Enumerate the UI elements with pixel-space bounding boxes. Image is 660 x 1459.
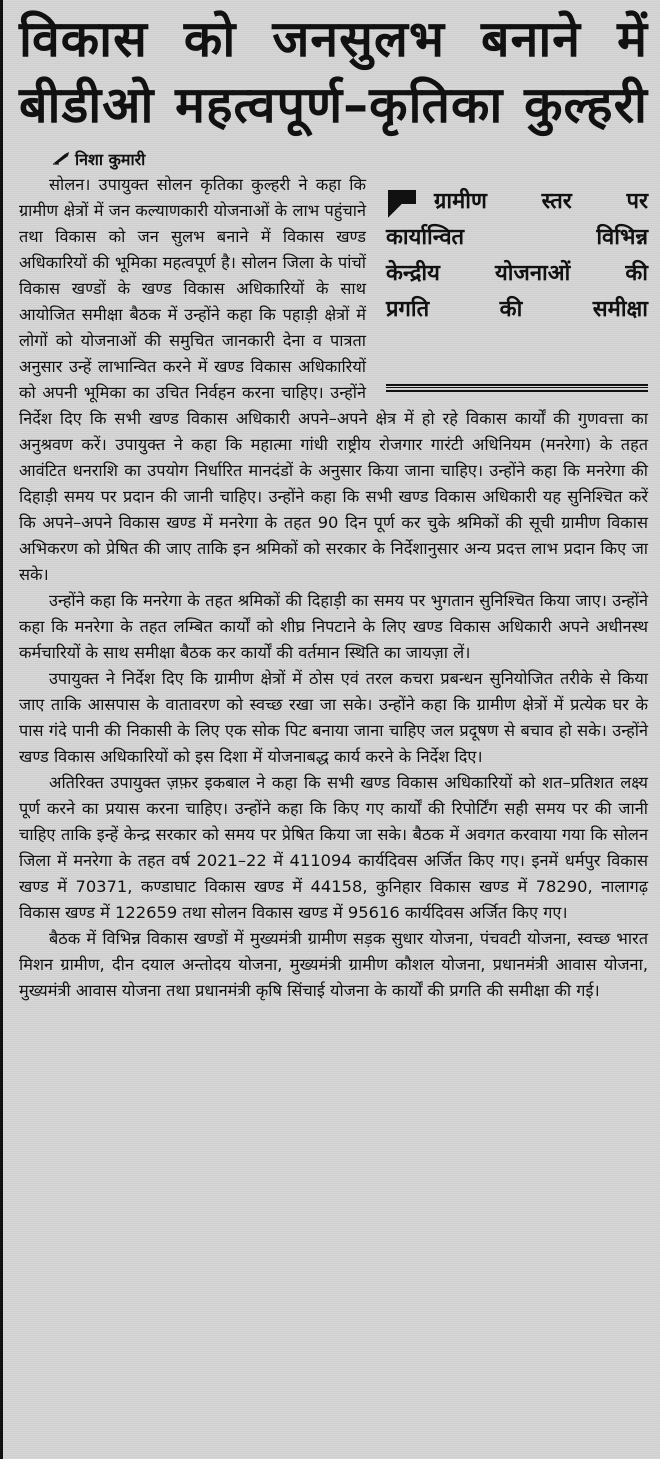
byline	[19, 148, 648, 172]
subheadline	[386, 180, 648, 328]
paragraph-3: उपायुक्त ने निर्देश दिए कि ग्रामीण क्षेत्रों में ठोस एवं तरल कचरा प्रबन्धन सुनियोजित तरीके से किया जाए ताकि आसपास के वातावरण को स्वच्छ रखा जा सके। उन्होंने कहा कि ग्रामीण क्षेत्रों में प्रत्येक घर के पास गंदे पानी की निकासी के लिए एक सोक पिट बनाया जाना चाहिए जल प्रदूषण से बचाव हो सके। उन्होंने खण्ड विकास अधिकारियों को इस दिशा में योजनाबद्ध कार्य करने के निर्देश दिए।	[19, 669, 648, 766]
headline-line-2: बीडीओ महत्वपूर्ण–कृतिका कुल्हरी	[19, 76, 648, 134]
author-name: निशा कुमारी	[75, 150, 146, 169]
subheadline-line-4: प्रगति की समीक्षा	[386, 297, 648, 322]
subheadline-line-3: केन्द्रीय योजनाओं की	[386, 261, 648, 286]
paragraph-4: अतिरिक्त उपायुक्त ज़फ़र इकबाल ने कहा कि सभी खण्ड विकास अधिकारियों को शत–प्रतिशत लक्ष्य पूर्ण करने का प्रयास करना चाहिए। उन्होंने कहा कि किए गए कार्यों की रिपोर्टिंग सही समय पर की जानी चाहिए ताकि इन्हें केन्द्र सरकार को समय पर प्रेषित किया जा सके। बैठक में अवगत करवाया गया कि सोलन जिला में मनरेगा के तहत वर्ष 2021–22 में 411094 कार्यदिवस अर्जित किए गए। इनमें धर्मपुर विकास खण्ड में 70371, कण्डाघाट विकास खण्ड में 44158, कुनिहार विकास खण्ड में 78290, नालागढ़ विकास खण्ड में 122659 तथा सोलन विकास खण्ड में 95616 कार्यदिवस अर्जित किए गए।	[19, 773, 648, 922]
subheadline-line-2: कार्यान्वित विभिन्न	[386, 225, 648, 250]
paragraph-2: उन्होंने कहा कि मनरेगा के तहत श्रमिकों की दिहाड़ी का समय पर भुगतान सुनिश्चित किया जाए। उन्होंने कहा कि मनरेगा के तहत लम्बित कार्यों को शीघ्र निपटाने के लिए खण्ड विकास अधिकारी अपने अधीनस्थ कर्मचारियों के साथ समीक्षा बैठक कर कार्यों की वर्तमान स्थिति का जायज़ा लें।	[19, 591, 648, 662]
headline	[19, 0, 648, 138]
headline-line-1: विकास को जनसुलभ बनाने में	[19, 10, 648, 68]
subheadline-rule	[386, 384, 648, 392]
bullet-square-icon	[388, 190, 416, 218]
paragraph-1: सोलन। उपायुक्त सोलन कृतिका कुल्हरी ने कहा कि ग्रामीण क्षेत्रों में जन कल्याणकारी योजनाओं के लाभ पहुंचाने तथा विकास को जन सुलभ बनाने में विकास खण्ड अधिकारियों की भूमिका महत्वपूर्ण है। सोलन जिला के पांचों विकास खण्डों के खण्ड विकास अधिकारियों के साथ आयोजित समीक्षा बैठक में उन्होंने कहा कि पहाड़ी क्षेत्रों में लोगों को योजनाओं की समुचित जानकारी देना व पात्रता अनुसार उन्हें लाभान्वित करने में खण्ड विकास अधिकारियों को अपनी भूमिका का उचित निर्वहन करना चाहिए। उन्होंने निर्देश दिए कि सभी खण्ड विकास अधिकारी अपने–अपने क्षेत्र में हो रहे विकास कार्यों की गुणवत्ता का अनुश्रवण करें। उपायुक्त ने कहा कि महात्मा गांधी राष्ट्रीय रोजगार गारंटी अधिनियम (मनरेगा) के तहत आवंटित धनराशि का उपयोग निर्धारित मानदंडों के अनुसार किया जाना चाहिए। उन्होंने कहा कि मनरेगा की दिहाड़ी समय पर प्रदान की जानी चाहिए। उन्होंने कहा कि सभी खण्ड विकास अधिकारी यह सुनिश्चित करें कि अपने–अपने विकास खण्ड में मनरेगा के तहत 90 दिन पूर्ण कर चुके श्रमिकों की सूची ग्रामीण विकास अभिकरण को प्रेषित की जाए ताकि इन श्रमिकों को सरकार के निर्देशानुसार अन्य प्रदत्त लाभ प्रदान किए जा सके।	[19, 175, 648, 584]
pen-icon	[53, 148, 71, 172]
paragraph-5: बैठक में विभिन्न विकास खण्डों में मुख्यमंत्री ग्रामीण सड़क सुधार योजना, पंचवटी योजना, स्वच्छ भारत मिशन ग्रामीण, दीन दयाल अन्तोदय योजना, मुख्यमंत्री ग्रामीण कौशल योजना, प्रधानमंत्री आवास योजना, मुख्यमंत्री आवास योजना तथा प्रधानमंत्री कृषि सिंचाई योजना के कार्यों की प्रगति की समीक्षा की गई।	[19, 929, 648, 1000]
article-body	[19, 172, 648, 1004]
subheadline-line-1: ग्रामीण स्तर पर	[434, 189, 648, 214]
subheadline-box	[386, 180, 648, 394]
